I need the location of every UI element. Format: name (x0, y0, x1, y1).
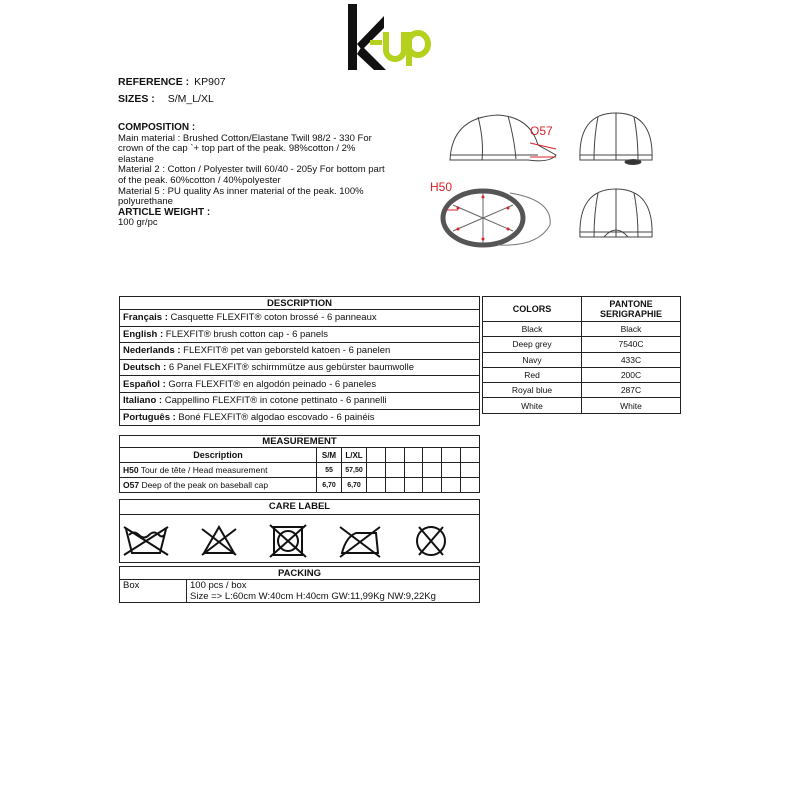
measurement-header: MEASUREMENT (120, 436, 480, 448)
description-row (120, 376, 480, 393)
lang-text: Gorra FLEXFIT® en algodón peinado - 6 paneles (165, 378, 377, 390)
pantone-value: 433C (582, 352, 681, 367)
description-header: DESCRIPTION (120, 297, 480, 310)
color-row (483, 367, 681, 382)
colors-header: COLORS (483, 297, 582, 322)
color-row (483, 398, 681, 413)
color-name: Black (483, 322, 582, 337)
packing-header: PACKING (120, 567, 480, 580)
sizes-line (118, 93, 214, 105)
sizes-label: SIZES : (118, 93, 155, 105)
h50-label: H50 (430, 180, 453, 194)
composition-line: crown of the cap `+ top part of the peak. 98%cotton / 2% (118, 143, 356, 155)
cap-front-view (580, 113, 652, 165)
reference-line (118, 76, 226, 88)
measurement-row (120, 463, 480, 478)
measurement-desc: Deep of the peak on baseball cap (139, 480, 269, 490)
care-label-header: CARE LABEL (120, 500, 479, 515)
color-name: Navy (483, 352, 582, 367)
color-row (483, 337, 681, 352)
measurement-lxl-header: L/XL (342, 448, 367, 463)
measurement-code: H50 (123, 465, 139, 475)
lang-label: Nederlands : (123, 345, 181, 357)
pantone-value: Black (582, 322, 681, 337)
color-row (483, 383, 681, 398)
measurement-desc-header: Description (120, 448, 317, 463)
lang-label: English : (123, 328, 164, 340)
description-table (119, 296, 480, 426)
brand-logo (346, 2, 436, 74)
lang-text: Casquette FLEXFIT® coton brossé - 6 panneaux (167, 312, 377, 324)
no-dry-clean-icon (417, 527, 445, 555)
color-name: Deep grey (483, 337, 582, 352)
pantone-value: 7540C (582, 337, 681, 352)
composition-line: Material 5 : PU quality As inner material of the peak. 100% (118, 185, 364, 197)
color-row (483, 352, 681, 367)
composition-line: of the peak. 60%cotton / 40%polyester (118, 174, 281, 186)
color-row (483, 322, 681, 337)
pantone-value: White (582, 398, 681, 413)
color-name: Red (483, 367, 582, 382)
lang-label: Italiano : (123, 395, 163, 407)
measurement-row (120, 478, 480, 493)
colors-table (482, 296, 681, 414)
cap-drawings (430, 105, 668, 250)
description-row (120, 392, 480, 409)
lang-label: Español : (123, 378, 166, 390)
measurement-sm-header: S/M (317, 448, 342, 463)
description-row (120, 409, 480, 426)
cap-back-view (580, 189, 652, 237)
no-bleach-icon (202, 527, 236, 555)
cap-underside-view (443, 191, 550, 245)
measurement-desc: Tour de tête / Head measurement (138, 465, 268, 475)
packing-line: 100 pcs / box (190, 580, 247, 591)
measurement-sm: 6,70 (317, 478, 342, 493)
care-label-box (119, 499, 480, 563)
measurement-table (119, 435, 480, 493)
composition-line: Material 2 : Cotton / Polyester twill 60/40 - 205y For bottom part (118, 164, 385, 176)
packing-label: Box (120, 580, 187, 603)
o57-label: O57 (530, 124, 553, 138)
lang-text: Cappellino FLEXFIT® in cotone pettinato - 6 pannelli (162, 395, 387, 407)
weight-label: ARTICLE WEIGHT : (118, 206, 211, 218)
pantone-value: 287C (582, 383, 681, 398)
composition-line: polyurethane (118, 196, 173, 208)
lang-label: Français : (123, 312, 168, 324)
packing-table (119, 566, 480, 603)
reference-value: KP907 (194, 76, 226, 88)
lang-label: Português : (123, 411, 176, 423)
measurement-lxl: 6,70 (342, 478, 367, 493)
lang-label: Deutsch : (123, 362, 167, 374)
composition-line: Main material : Brushed Cotton/Elastane Twill 98/2 - 330 For (118, 132, 372, 144)
composition-line: elastane (118, 153, 154, 165)
lang-text: 6 Panel FLEXFIT® schirmmütze aus gebürster baumwolle (166, 362, 415, 374)
wash-30-icon (124, 527, 168, 555)
description-row (120, 326, 480, 343)
lang-text: FLEXFIT® pet van geborsteld katoen - 6 panelen (180, 345, 391, 357)
no-tumble-dry-icon (270, 525, 306, 557)
measurement-sm: 55 (317, 463, 342, 478)
packing-line: Size => L:60cm W:40cm H:40cm GW:11,99Kg NW:9,22Kg (190, 591, 436, 602)
measurement-code: O57 (123, 480, 140, 490)
color-name: Royal blue (483, 383, 582, 398)
pantone-value: 200C (582, 367, 681, 382)
description-row (120, 310, 480, 327)
lang-text: Boné FLEXFIT® algodao escovado - 6 painéis (175, 411, 375, 423)
composition-label: COMPOSITION : (118, 122, 196, 133)
sizes-value: S/M_L/XL (167, 93, 214, 105)
pantone-header: PANTONE SERIGRAPHIE (582, 297, 681, 322)
composition-block (118, 123, 418, 229)
color-name: White (483, 398, 582, 413)
reference-label: REFERENCE : (118, 76, 190, 88)
description-row (120, 359, 480, 376)
weight-value: 100 gr/pc (118, 217, 158, 229)
lang-text: FLEXFIT® brush cotton cap - 6 panels (163, 328, 329, 340)
no-iron-icon (340, 527, 380, 557)
description-row (120, 343, 480, 360)
measurement-lxl: 57,50 (342, 463, 367, 478)
